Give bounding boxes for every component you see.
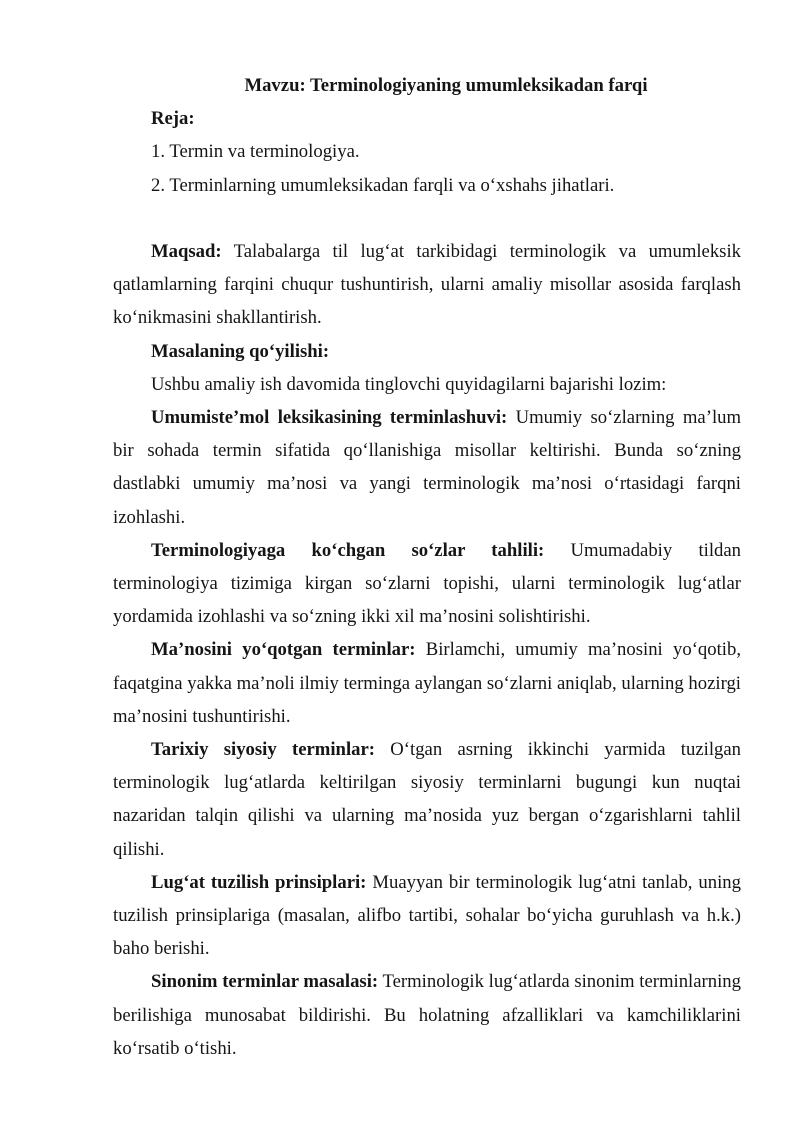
paragraph-text: O‘tgan asrning ikkinchi yarmida tuzilgan terminologik lug‘atlarda keltirilgan siyosiy terminlarni bugungi kun nuqtai nazaridan talqin qilishi va ularning ma’nosida yuz bergan o‘zgarishlarni tahlil qilishi. [113,739,742,860]
paragraph-maqsad [113,235,741,335]
plan-heading [113,102,741,135]
paragraph-lead-bold: Terminologiyaga ko‘chgan so‘zlar tahlili: [151,539,545,561]
paragraph-lead-bold: Lug‘at tuzilish prinsiplari: [151,871,367,893]
paragraph-terminologiyaga-kochgan [113,534,741,634]
paragraph-umumistemol [113,401,741,534]
paragraph-text: 2. Terminlarning umumleksikadan farqli va o‘xshahs jihatlari. [151,174,615,196]
paragraph-text: Umumadabiy tildan terminologiya tizimiga kirgan so‘zlarni topishi, ularni terminologik lug‘atlar yordamida izohlashi va so‘zning ikki xil ma’nosini solishtirishi. [113,539,741,628]
page-title: Mavzu: Terminologiyaning umumleksikadan farqi [244,75,648,96]
plan-item-1 [113,135,741,168]
plan-item-2 [113,169,741,202]
paragraph-text: Terminologik lug‘atlarda sinonim terminlarning berilishiga munosabat bildirishi. Bu holatning afzalliklari va kamchiliklarini ko‘rsatib o‘tishi. [113,971,741,1059]
paragraph-masalaning-qoyilishi [113,335,741,368]
paragraph-text: Birlamchi, umumiy ma’nosini yo‘qotib, faqatgina yakka ma’noli ilmiy terminga aylangan so‘zlarni aniqlab, ularning hozirgi ma’nosini tushuntirishi. [113,639,741,727]
paragraph-text: 1. Termin va terminologiya. [151,141,360,163]
paragraph-ushbu [113,368,741,401]
paragraph-manosini-yoqotgan [113,633,741,733]
paragraph-sinonim-terminlar [113,965,741,1065]
paragraph-text: Muayyan bir terminologik lug‘atni tanlab, uning tuzilish prinsiplariga (masalan, alifbo tartibi, sohalar bo‘yicha guruhlash va h.k.) baho berishi. [113,871,741,960]
blank-line [113,202,741,235]
paragraph-lead-bold: Umumiste’mol leksikasining terminlashuvi: [151,407,508,429]
paragraph-lead-bold: Ma’nosini yo‘qotgan terminlar: [151,639,416,661]
paragraph-text: Umumiy so‘zlarning ma’lum bir sohada termin sifatida qo‘llanishiga misollar keltirishi. Bunda so‘zning dastlabki umumiy ma’nosi va yangi terminologik ma’nosi o‘rtasidagi farqni izohlashi. [113,407,742,528]
paragraph-text: Ushbu amaliy ish davomida tinglovchi quyidagilarni bajarishi lozim: [151,373,667,395]
paragraph-lead-bold: Reja: [151,108,195,130]
paragraph-lead-bold: Tarixiy siyosiy terminlar: [151,739,376,761]
paragraph-text: Talabalarga til lug‘at tarkibidagi terminologik va umumleksik qatlamlarning farqini chuqur tushuntirish, ularni amaliy misollar asosida farqlash ko‘nikmasini shakllantirish. [113,241,741,329]
paragraph-lead-bold: Masalaning qo‘yilishi: [151,340,330,362]
paragraph-tarixiy-siyosiy [113,733,741,866]
document-body [113,102,741,1065]
paragraph-lugat-tuzilish [113,866,741,966]
paragraph-lead-bold: Maqsad: [151,241,222,262]
paragraph-lead-bold: Sinonim terminlar masalasi: [151,971,379,993]
